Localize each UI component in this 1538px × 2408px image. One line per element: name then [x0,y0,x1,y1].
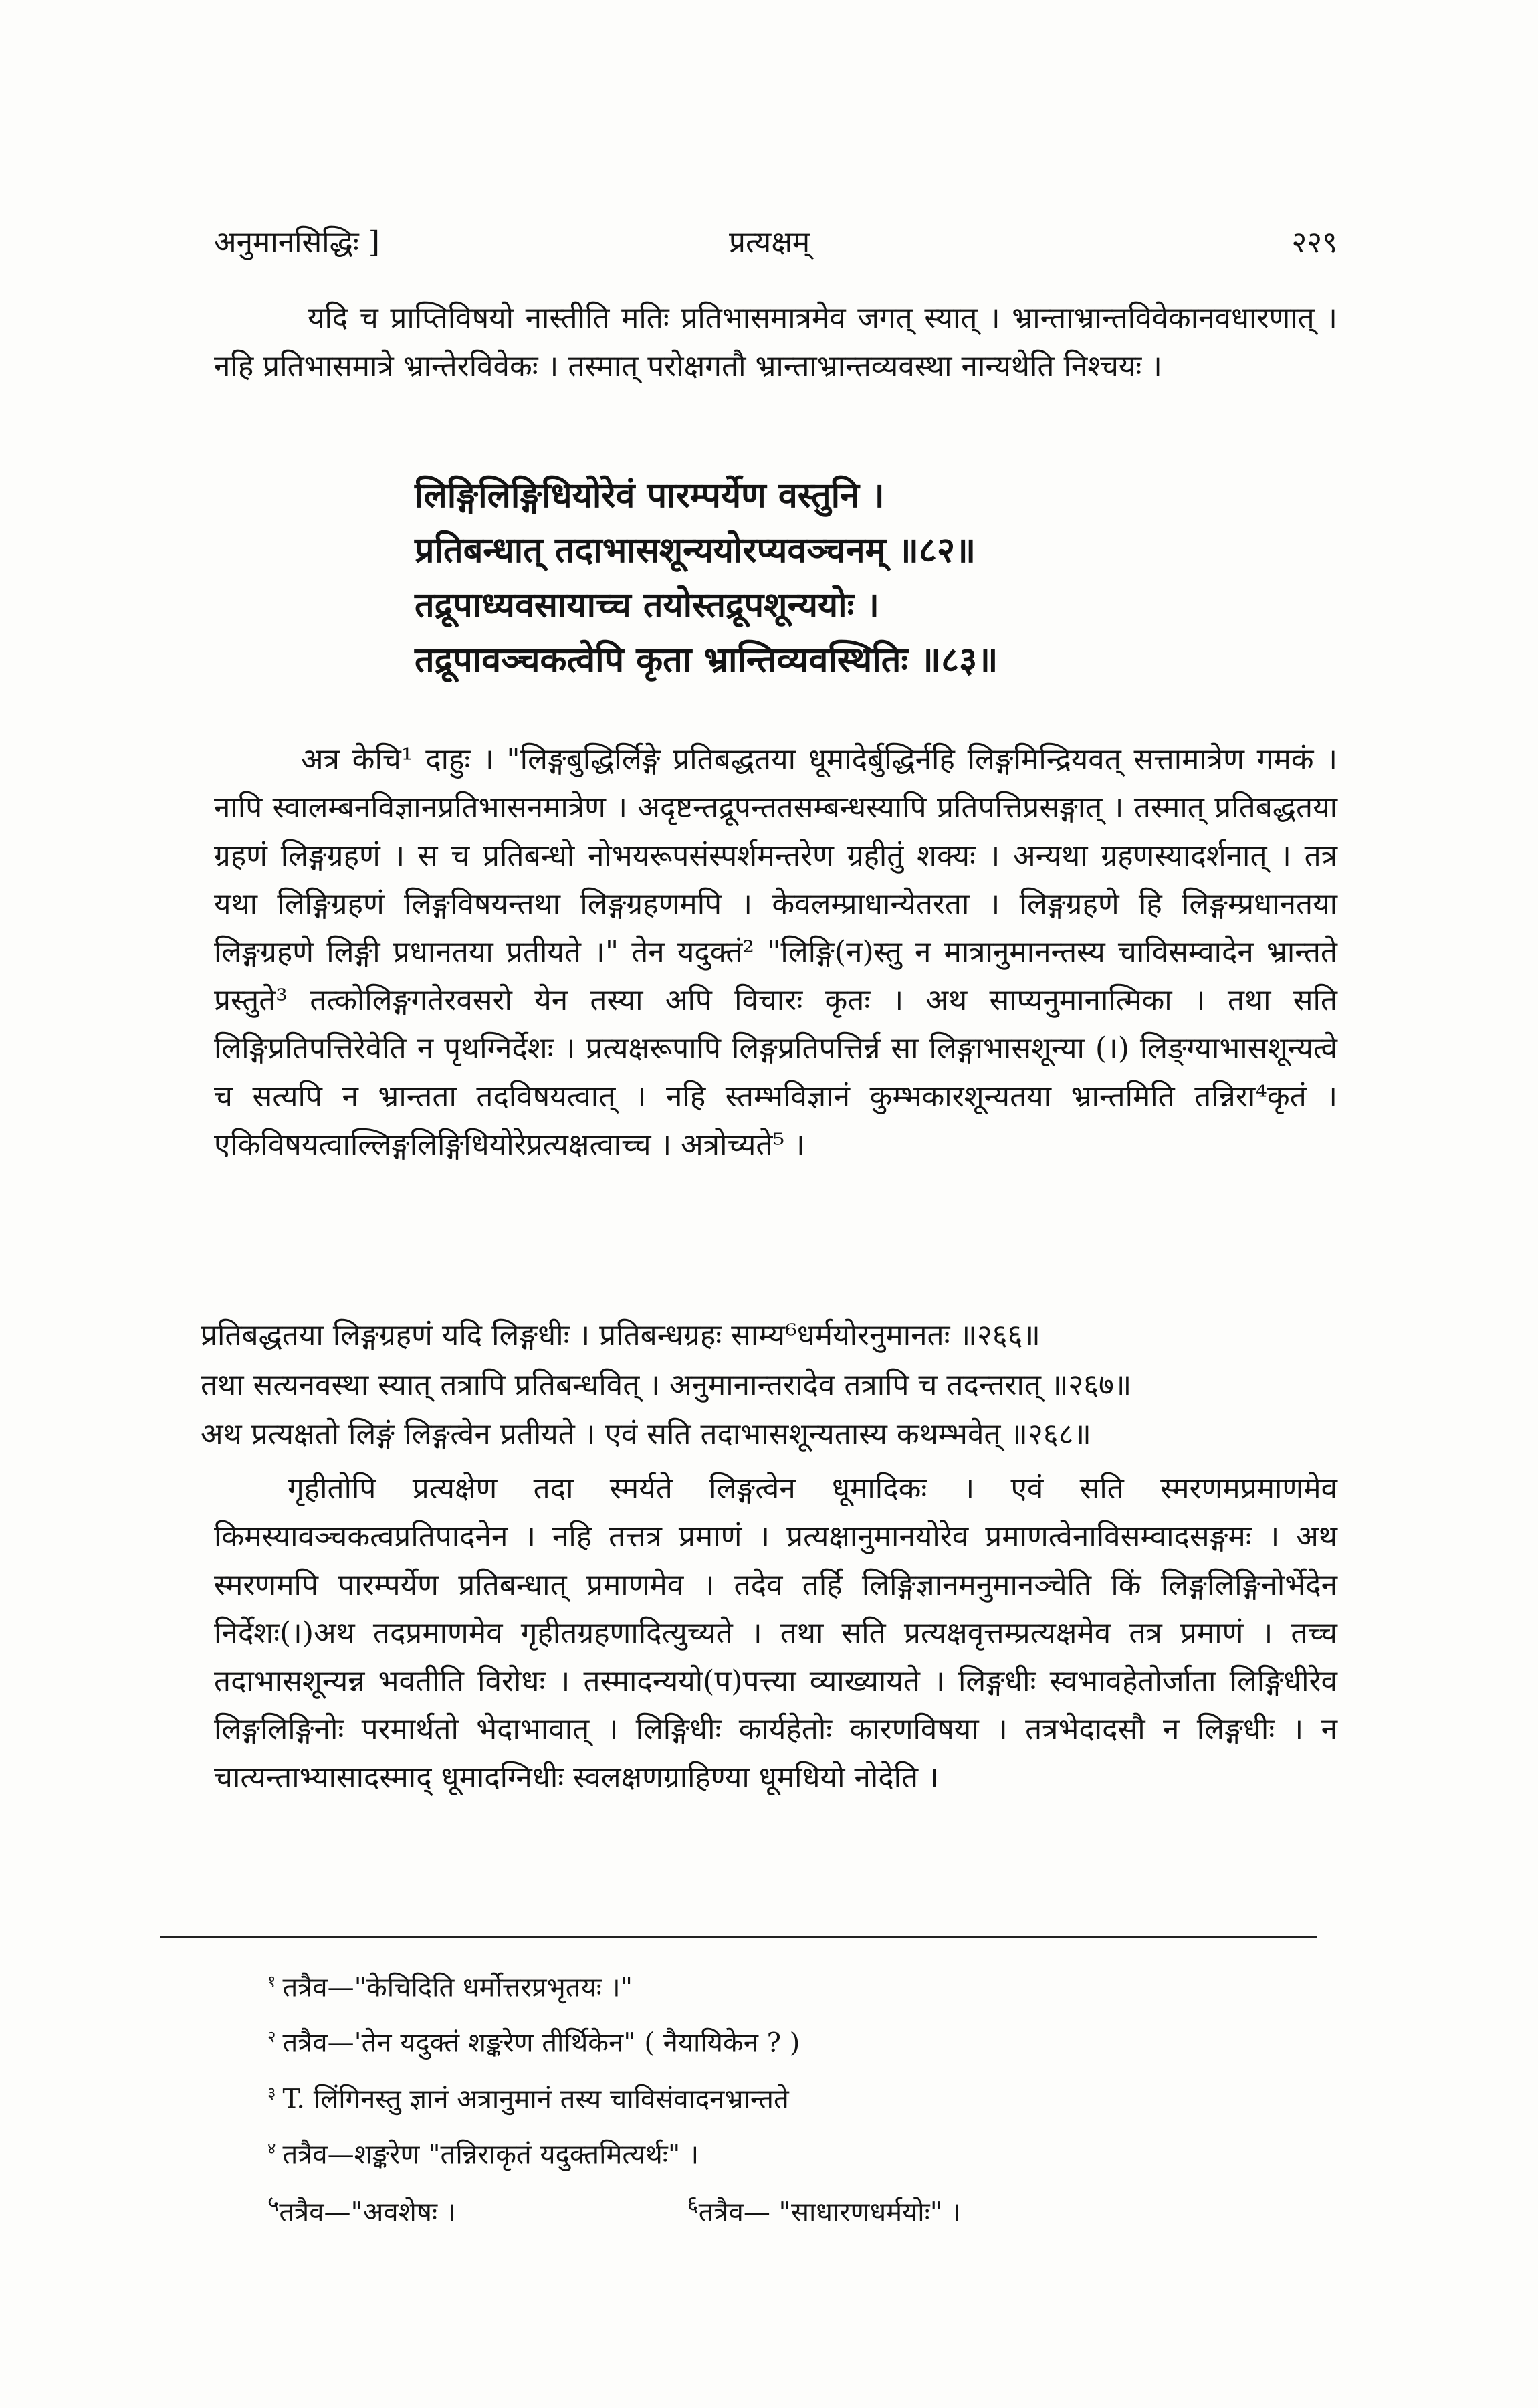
footnote-text: तत्रैव—शङ्करेण "तन्निराकृतं यदुक्तमित्यर्थः" । [282,2139,699,2171]
verse-line: तद्रूपाध्यवसायाच्च तयोस्तद्रूपशून्ययोः । [415,585,879,625]
footnote-text: तत्रैव—'तेन यदुक्तं शङ्करेण तीर्थिकेन" ( नैयायिकेन ? ) [282,2027,800,2059]
karika-block [201,1311,1337,1460]
page-number: २२९ [1291,225,1337,260]
paragraph-commentary: अत्र केचि¹ दाहुः । "लिङ्गबुद्धिर्लिङ्गे प्रतिबद्धतया धूमादेर्बुद्धिर्नहि लिङ्गमिन्द्रियवत् सत्तामात्रेण गमकं । नापि स्वालम्बनविज्ञानप्रतिभासनमात्रेण । अदृष्टन्तद्रूपन्ततसम्बन्धस्यापि प्रतिपत्तिप्रसङ्गात् । तस्मात् प्रतिबद्धतया ग्रहणं लिङ्गग्रहणं । स च प्रतिबन्धो नोभयरूपसंस्पर्शमन्तरेण ग्रहीतुं शक्यः । अन्यथा ग्रहणस्यादर्शनात् । तत्र यथा लिङ्गिग्रहणं लिङ्गविषयन्तथा लिङ्गग्रहणमपि । केवलम्प्राधान्येतरता । लिङ्गग्रहणे हि लिङ्गम्प्रधानतया लिङ्गग्रहणे लिङ्गी प्रधानतया प्रतीयते ।" तेन यदुक्तं² "लिङ्गि(न)स्तु न मात्रानुमानन्तस्य चाविसम्वादेन भ्रान्तते प्रस्तुते³ तत्कोलिङ्गगतेरवसरो येन तस्या अपि विचारः कृतः । अथ साप्यनुमानात्मिका । तथा सति लिङ्गिप्रतिपत्तिरेवेति न पृथग्निर्देशः । प्रत्यक्षरूपापि लिङ्गप्रतिपत्तिर्न्न सा लिङ्गाभासशून्या (।) लिङ्ग्याभासशून्यत्वे च सत्यपि न भ्रान्तता तदविषयत्वात् । नहि स्तम्भविज्ञानं कुम्भकारशून्यतया भ्रान्तमिति तन्निरा⁴कृतं । एकिविषयत्वाल्लिङ्गलिङ्गिधियोरेप्रत्यक्षत्वाच्च । अत्रोच्यते⁵ । [214,742,1337,1162]
footnote-pair [267,2179,1337,2237]
verse-line: तद्रूपावञ्चकत्वेपि कृता भ्रान्तिव्यवस्थितिः ॥८३॥ [415,639,998,680]
karika-line: प्रतिबद्धतया लिङ्गग्रहणं यदि लिङ्गधीः । प्रतिबन्धग्रहः साम्य⁶धर्मयोरनुमानतः ॥२६६॥ [201,1318,1040,1352]
verse-block [415,468,1284,688]
paragraph-intro: यदि च प्राप्तिविषयो नास्तीति मतिः प्रतिभासमात्रमेव जगत् स्यात् । भ्रान्ताभ्रान्तविवेकानवधारणात् । नहि प्रतिभासमात्रे भ्रान्तेरविवेकः । तस्मात् परोक्षगतौ भ्रान्ताभ्रान्तव्यवस्था नान्यथेति निश्चयः । [214,301,1337,383]
footnote-mark: ३ [267,2083,276,2102]
footnote-text: तत्रैव— "साधारणधर्मयोः" । [698,2197,962,2228]
footnote-mark: ६ [687,2191,699,2217]
footnote-mark: १ [267,1972,276,1991]
footnote [267,2124,1337,2179]
karika-line: तथा सत्यनवस्था स्यात् तत्रापि प्रतिबन्धवित् । अनुमानान्तरादेव तत्रापि च तदन्तरात् ॥२६७॥ [201,1368,1132,1402]
running-header [214,221,1337,281]
header-chapter-title: प्रत्यक्षम् [729,225,810,260]
karika-line: अथ प्रत्यक्षतो लिङ्गं लिङ्गत्वेन प्रतीयते । एवं सति तदाभासशून्यतास्य कथम्भवेत् ॥२६८॥ [201,1417,1091,1451]
verse-line: प्रतिबन्धात् तदाभासशून्ययोरप्यवञ्चनम् ॥८२॥ [415,530,976,571]
footnote-mark: ४ [267,2138,276,2158]
footnote [267,1956,1337,2012]
verse-line: लिङ्गिलिङ्गिधियोरेवं पारम्पर्येण वस्तुनि । [415,475,885,516]
footnote-text: तत्रैव—"केचिदिति धर्मोत्तरप्रभृतयः ।" [282,1972,633,2003]
footnotes [267,1956,1337,2237]
footnote-text: तत्रैव—"अवशेषः । [279,2197,456,2228]
header-section-title: अनुमानसिद्धिः ] [214,225,380,260]
footnote [267,2012,1337,2068]
footnote-text: T. लिंगिनस्तु ज्ञानं अत्रानुमानं तस्य चाविसंवादनभ्रान्तते [282,2083,789,2114]
footnote-divider [160,1936,1317,1938]
footnote [267,2068,1337,2124]
paragraph-explanation: गृहीतोपि प्रत्यक्षेण तदा स्मर्यते लिङ्गत्वेन धूमादिकः । एवं सति स्मरणमप्रमाणमेव किमस्यावञ्चकत्वप्रतिपादनेन । नहि तत्तत्र प्रमाणं । प्रत्यक्षानुमानयोरेव प्रमाणत्वेनाविसम्वादसङ्गमः । अथ स्मरणमपि पारम्पर्येण प्रतिबन्धात् प्रमाणमेव । तदेव तर्हि लिङ्गिज्ञानमनुमानञ्चेति किं लिङ्गलिङ्गिनोर्भेदेन निर्देशः(।)अथ तदप्रमाणमेव गृहीतग्रहणादित्युच्यते । तथा सति प्रत्यक्षवृत्तम्प्रत्यक्षमेव तत्र प्रमाणं । तच्च तदाभासशून्यन्न भवतीति विरोधः । तस्मादन्ययो(प)पत्त्या व्याख्यायते । लिङ्गधीः स्वभावहेतोर्जाता लिङ्गिधीरेव लिङ्गलिङ्गिनोः परमार्थतो भेदाभावात् । लिङ्गिधीः कार्यहेतोः कारणविषया । तत्रभेदादसौ न लिङ्गधीः । न चात्यन्ताभ्यासादस्माद् धूमादग्निधीः स्वलक्षणग्राहिण्या धूमधियो नोदेति । [214,1472,1338,1795]
footnote-mark: २ [267,2027,276,2047]
footnote-mark: ५ [267,2191,280,2217]
